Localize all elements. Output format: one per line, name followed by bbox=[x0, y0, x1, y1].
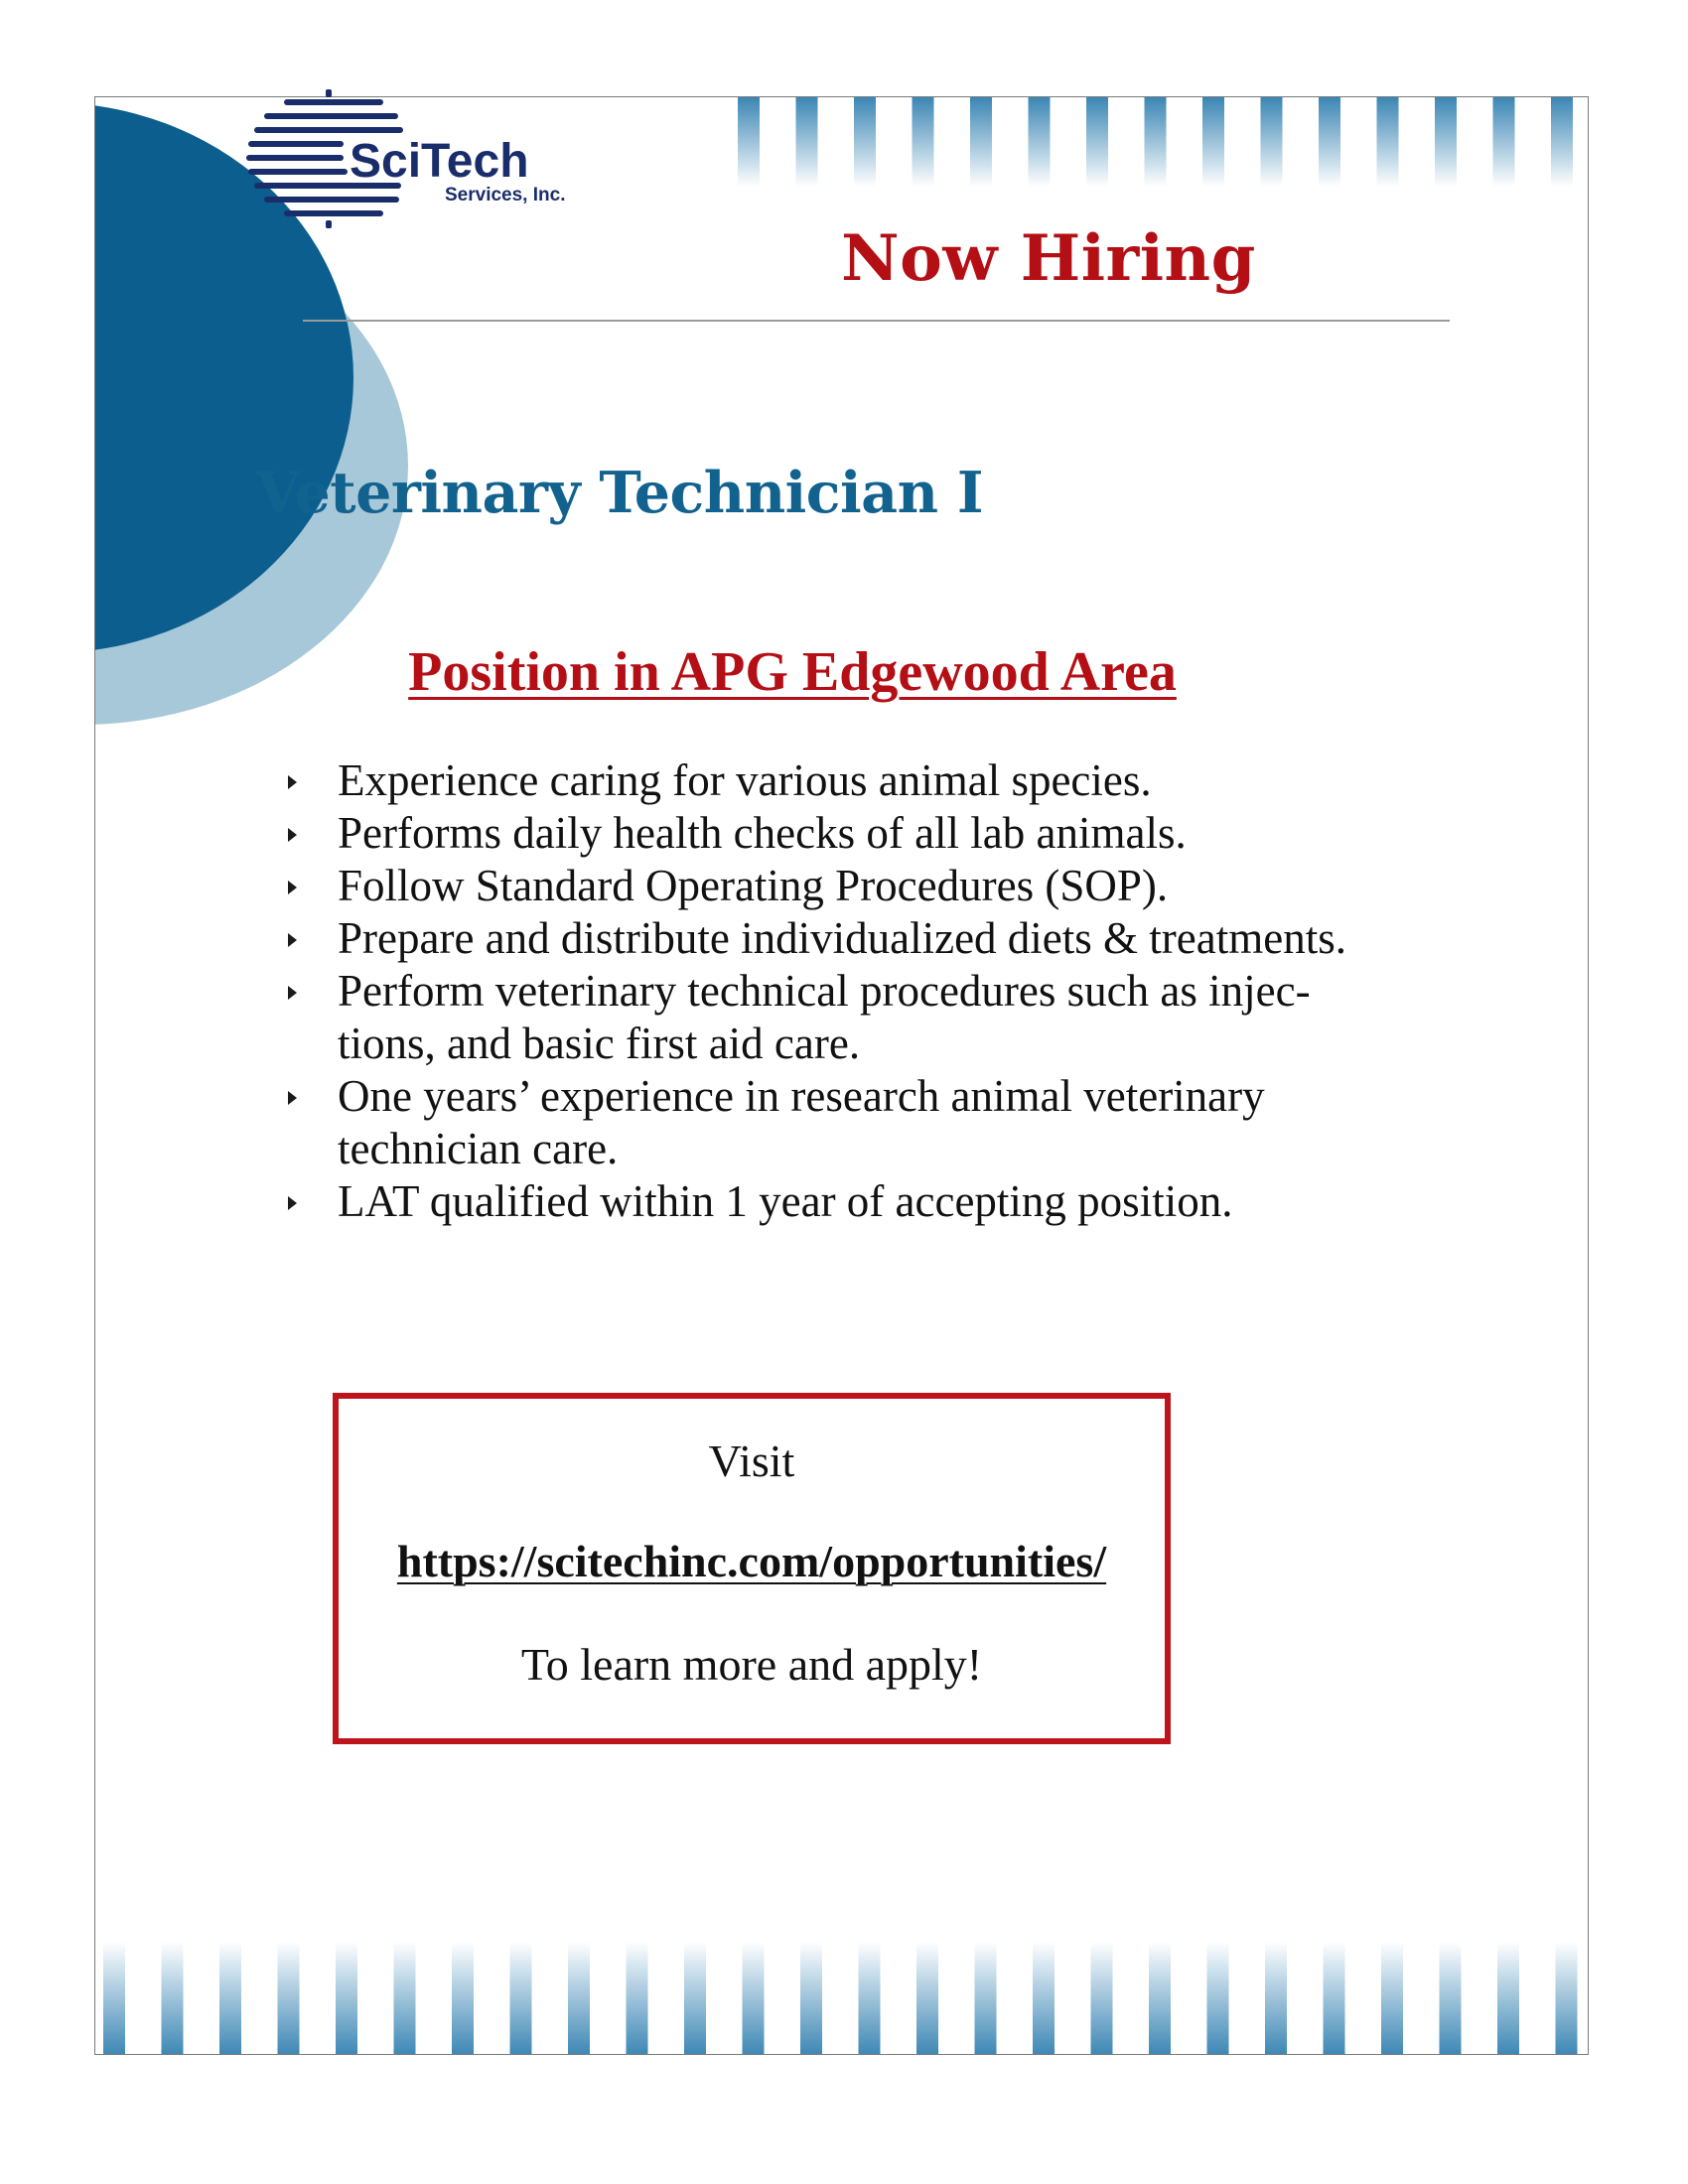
requirement-item bbox=[189, 1175, 1499, 1228]
requirement-text: tions, and basic first aid care. bbox=[338, 1019, 861, 1068]
requirement-item bbox=[189, 807, 1499, 860]
triangle-bullet-icon bbox=[288, 1196, 297, 1210]
stripe bbox=[975, 1942, 997, 2055]
stripe bbox=[916, 1942, 938, 2055]
triangle-bullet-icon bbox=[288, 775, 297, 789]
requirement-text: Perform veterinary technical procedures such as injec- bbox=[338, 966, 1311, 1016]
stripe bbox=[854, 97, 876, 187]
stripe bbox=[1145, 97, 1167, 187]
triangle-bullet-icon bbox=[288, 881, 297, 894]
stripe bbox=[1265, 1942, 1287, 2055]
stripe bbox=[1029, 97, 1051, 187]
stripe bbox=[1377, 97, 1399, 187]
header-divider bbox=[303, 320, 1450, 322]
stripe bbox=[970, 97, 992, 187]
requirement-item bbox=[189, 965, 1499, 1070]
stripe bbox=[219, 1942, 241, 2055]
triangle-bullet-icon bbox=[288, 986, 297, 1000]
requirement-item bbox=[189, 860, 1499, 912]
stripe bbox=[452, 1942, 474, 2055]
stripe bbox=[510, 1942, 532, 2055]
logo-company-name: SciTech bbox=[350, 135, 529, 188]
triangle-bullet-icon bbox=[288, 828, 297, 842]
requirement-text: Follow Standard Operating Procedures (SOP). bbox=[338, 861, 1169, 910]
job-title: Veterinary Technician I bbox=[256, 460, 984, 526]
requirement-text: LAT qualified within 1 year of accepting position. bbox=[338, 1176, 1233, 1226]
stripe bbox=[1261, 97, 1283, 187]
requirement-item bbox=[189, 754, 1499, 807]
stripe bbox=[1202, 97, 1224, 187]
triangle-bullet-icon bbox=[288, 933, 297, 947]
stripe bbox=[796, 97, 818, 187]
visit-label: Visit bbox=[708, 1435, 795, 1486]
triangle-bullet-icon bbox=[288, 1091, 297, 1105]
stripe bbox=[1086, 97, 1108, 187]
requirement-text: Performs daily health checks of all lab animals. bbox=[338, 808, 1187, 858]
stripe bbox=[103, 1942, 125, 2055]
requirements-list bbox=[189, 754, 1499, 1228]
stripe bbox=[336, 1942, 357, 2055]
requirement-text: One years’ experience in research animal veterinary bbox=[338, 1071, 1265, 1121]
requirement-item bbox=[189, 912, 1499, 965]
stripe bbox=[278, 1942, 300, 2055]
stripe bbox=[800, 1942, 822, 2055]
apply-closing-text: To learn more and apply! bbox=[520, 1639, 983, 1690]
stripe bbox=[859, 1942, 881, 2055]
apply-callout-box bbox=[333, 1393, 1171, 1744]
stripe bbox=[394, 1942, 416, 2055]
stripe bbox=[1207, 1942, 1229, 2055]
job-location: Position in APG Edgewood Area bbox=[408, 641, 1177, 703]
stripe bbox=[1435, 97, 1457, 187]
stripe bbox=[1091, 1942, 1113, 2055]
logo-company-suffix: Services, Inc. bbox=[445, 185, 566, 205]
stripe bbox=[913, 97, 934, 187]
stripe bbox=[738, 97, 760, 187]
stripe bbox=[1149, 1942, 1171, 2055]
stripe bbox=[743, 1942, 765, 2055]
requirement-text: Experience caring for various animal species. bbox=[338, 755, 1152, 805]
stripe bbox=[1497, 1942, 1519, 2055]
stripe bbox=[1033, 1942, 1055, 2055]
stripe bbox=[1440, 1942, 1462, 2055]
stripe bbox=[1551, 97, 1573, 187]
stripe bbox=[162, 1942, 184, 2055]
stripe bbox=[1556, 1942, 1578, 2055]
requirement-text: Prepare and distribute individualized diets & treatments. bbox=[338, 913, 1346, 963]
stripe bbox=[1319, 97, 1340, 187]
stripe bbox=[1324, 1942, 1345, 2055]
bottom-stripe-band bbox=[95, 1942, 1589, 2055]
stripe bbox=[568, 1942, 590, 2055]
now-hiring-headline: Now Hiring bbox=[841, 221, 1256, 296]
stripe bbox=[1381, 1942, 1403, 2055]
scitech-logo bbox=[246, 87, 703, 236]
stripe bbox=[1493, 97, 1515, 187]
stripe bbox=[627, 1942, 648, 2055]
requirement-text: technician care. bbox=[338, 1124, 619, 1173]
stripe bbox=[684, 1942, 706, 2055]
requirement-item bbox=[189, 1070, 1499, 1175]
opportunities-link[interactable]: https://scitechinc.com/opportunities/ bbox=[396, 1536, 1107, 1586]
